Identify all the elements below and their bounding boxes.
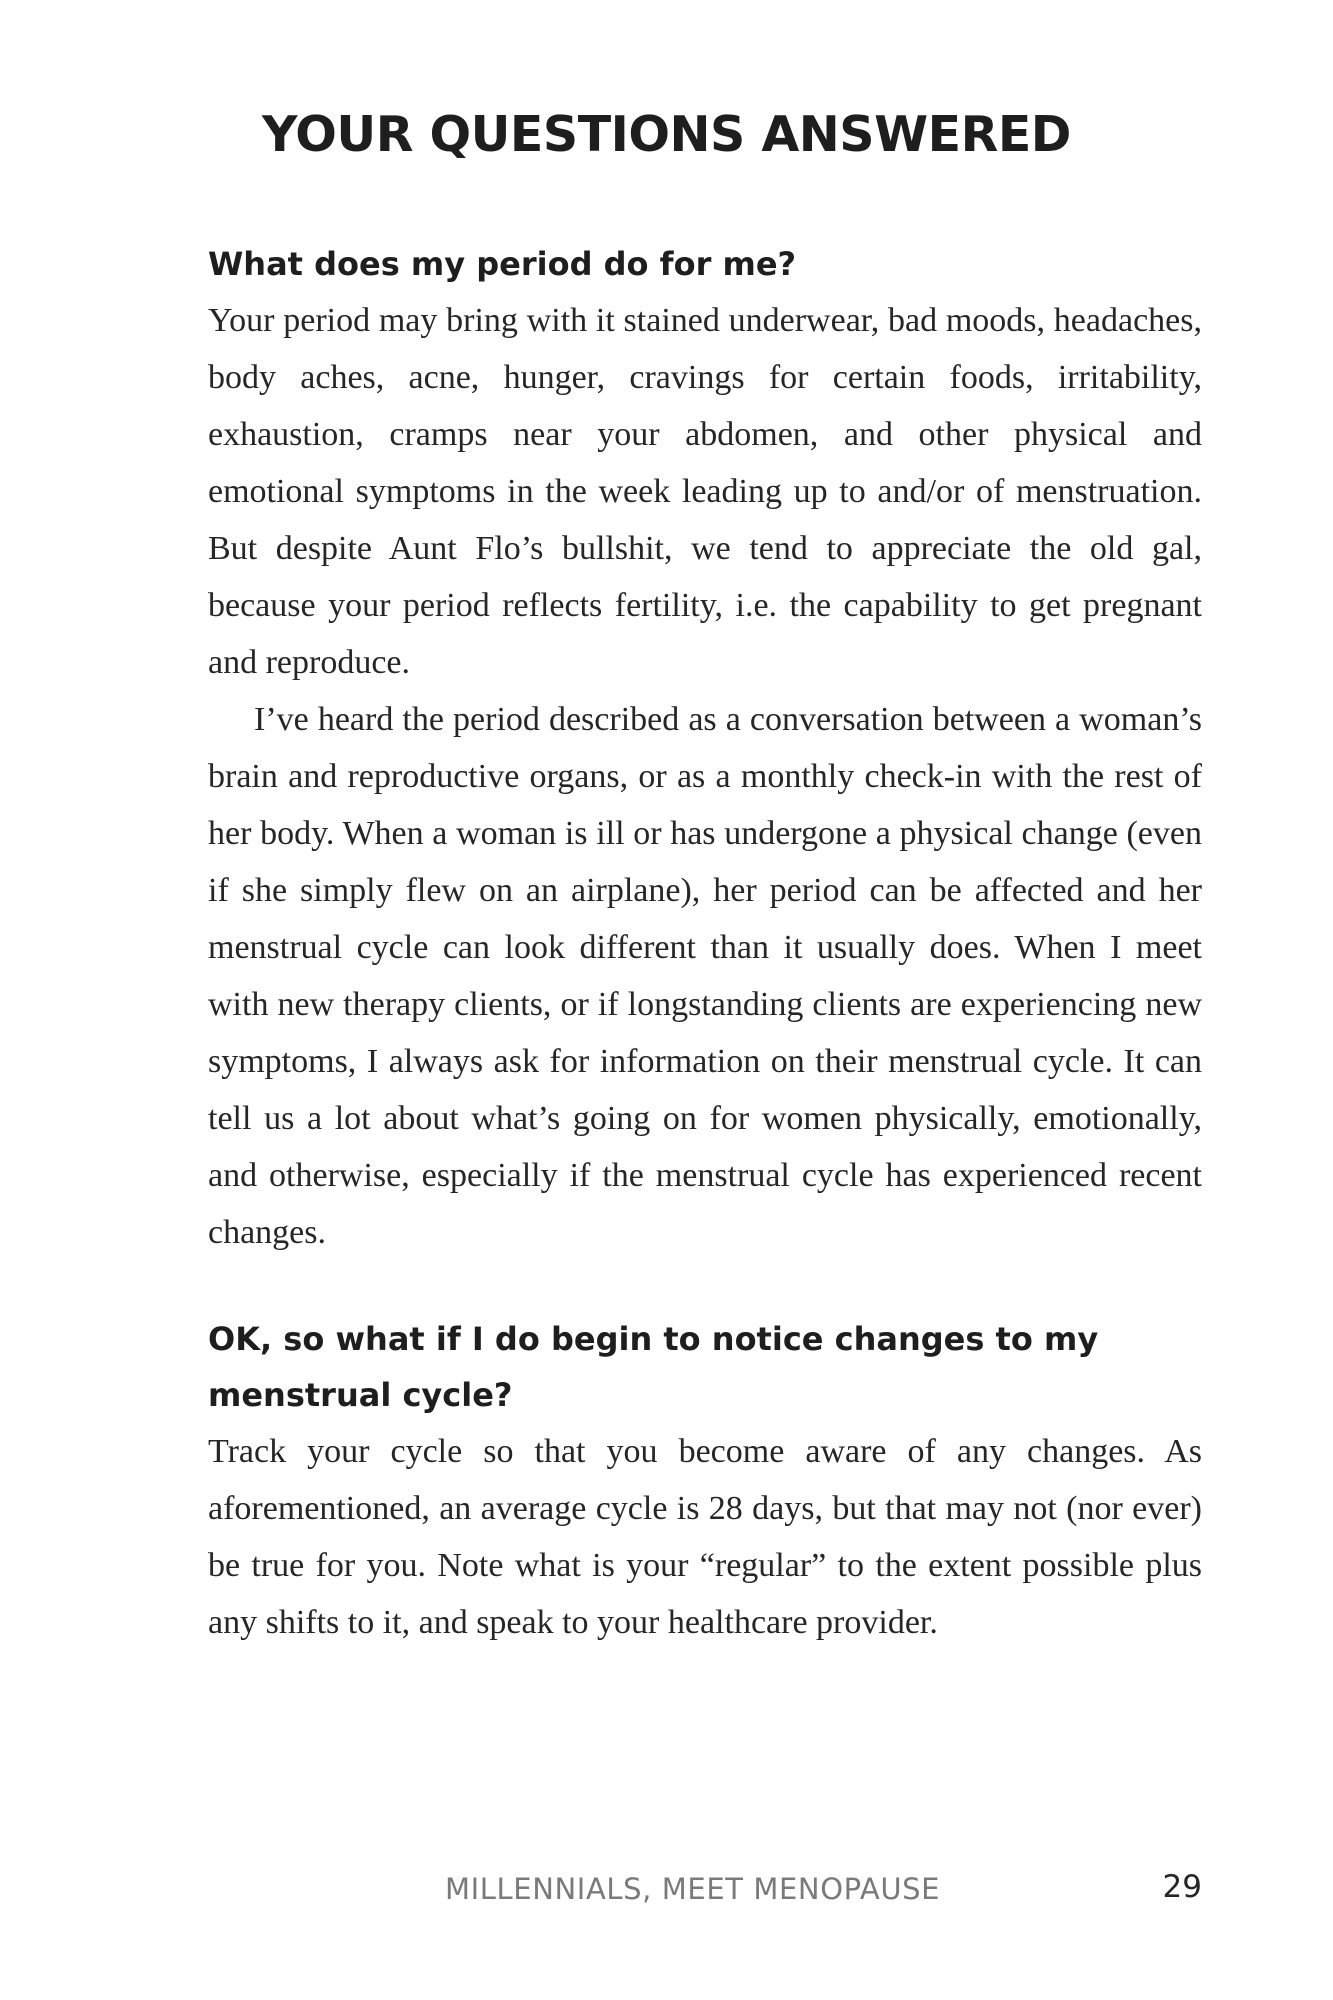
answer-paragraph-1: Your period may bring with it stained underwear, bad moods, headaches, body aches, acne, hunger, cravings for certain foods, irritability, exhaustion, cramps near your abdomen, and other physical and emotional symptoms in the week leading up to and/or of menstruation. But despite Aunt Flo’s bullshit, we tend to appreciate the old gal, because your period reflects fertility, i.e. the capability to get pregnant and reproduce. — [208, 302, 1202, 681]
page-number: 29 — [1162, 1869, 1202, 1905]
running-footer-title: MILLENNIALS, MEET MENOPAUSE — [445, 1872, 941, 1906]
chapter-title: YOUR QUESTIONS ANSWERED — [262, 106, 1071, 163]
question-heading-1: What does my period do for me? — [208, 245, 797, 283]
question-heading-2: OK, so what if I do begin to notice changes to my menstrual cycle? — [208, 1320, 1099, 1414]
page-content — [208, 236, 1202, 1651]
answer-paragraph-3: Track your cycle so that you become aware of any changes. As aforementioned, an average cycle is 28 days, but that may not (nor ever) be true for you. Note what is your “regular” to the extent possible plus any shifts to it, and speak to your healthcare provider. — [208, 1433, 1202, 1641]
answer-paragraph-2: I’ve heard the period described as a conversation between a woman’s brain and reproductive organs, or as a monthly check-in with the rest of her body. When a woman is ill or has undergone a physical change (even if she simply flew on an airplane), her period can be affected and her menstrual cycle can look different than it usually does. When I meet with new therapy clients, or if longstanding clients are experiencing new symptoms, I always ask for information on their menstrual cycle. It can tell us a lot about what’s going on for women physically, emotionally, and otherwise, especially if the menstrual cycle has experienced recent changes. — [208, 701, 1202, 1251]
